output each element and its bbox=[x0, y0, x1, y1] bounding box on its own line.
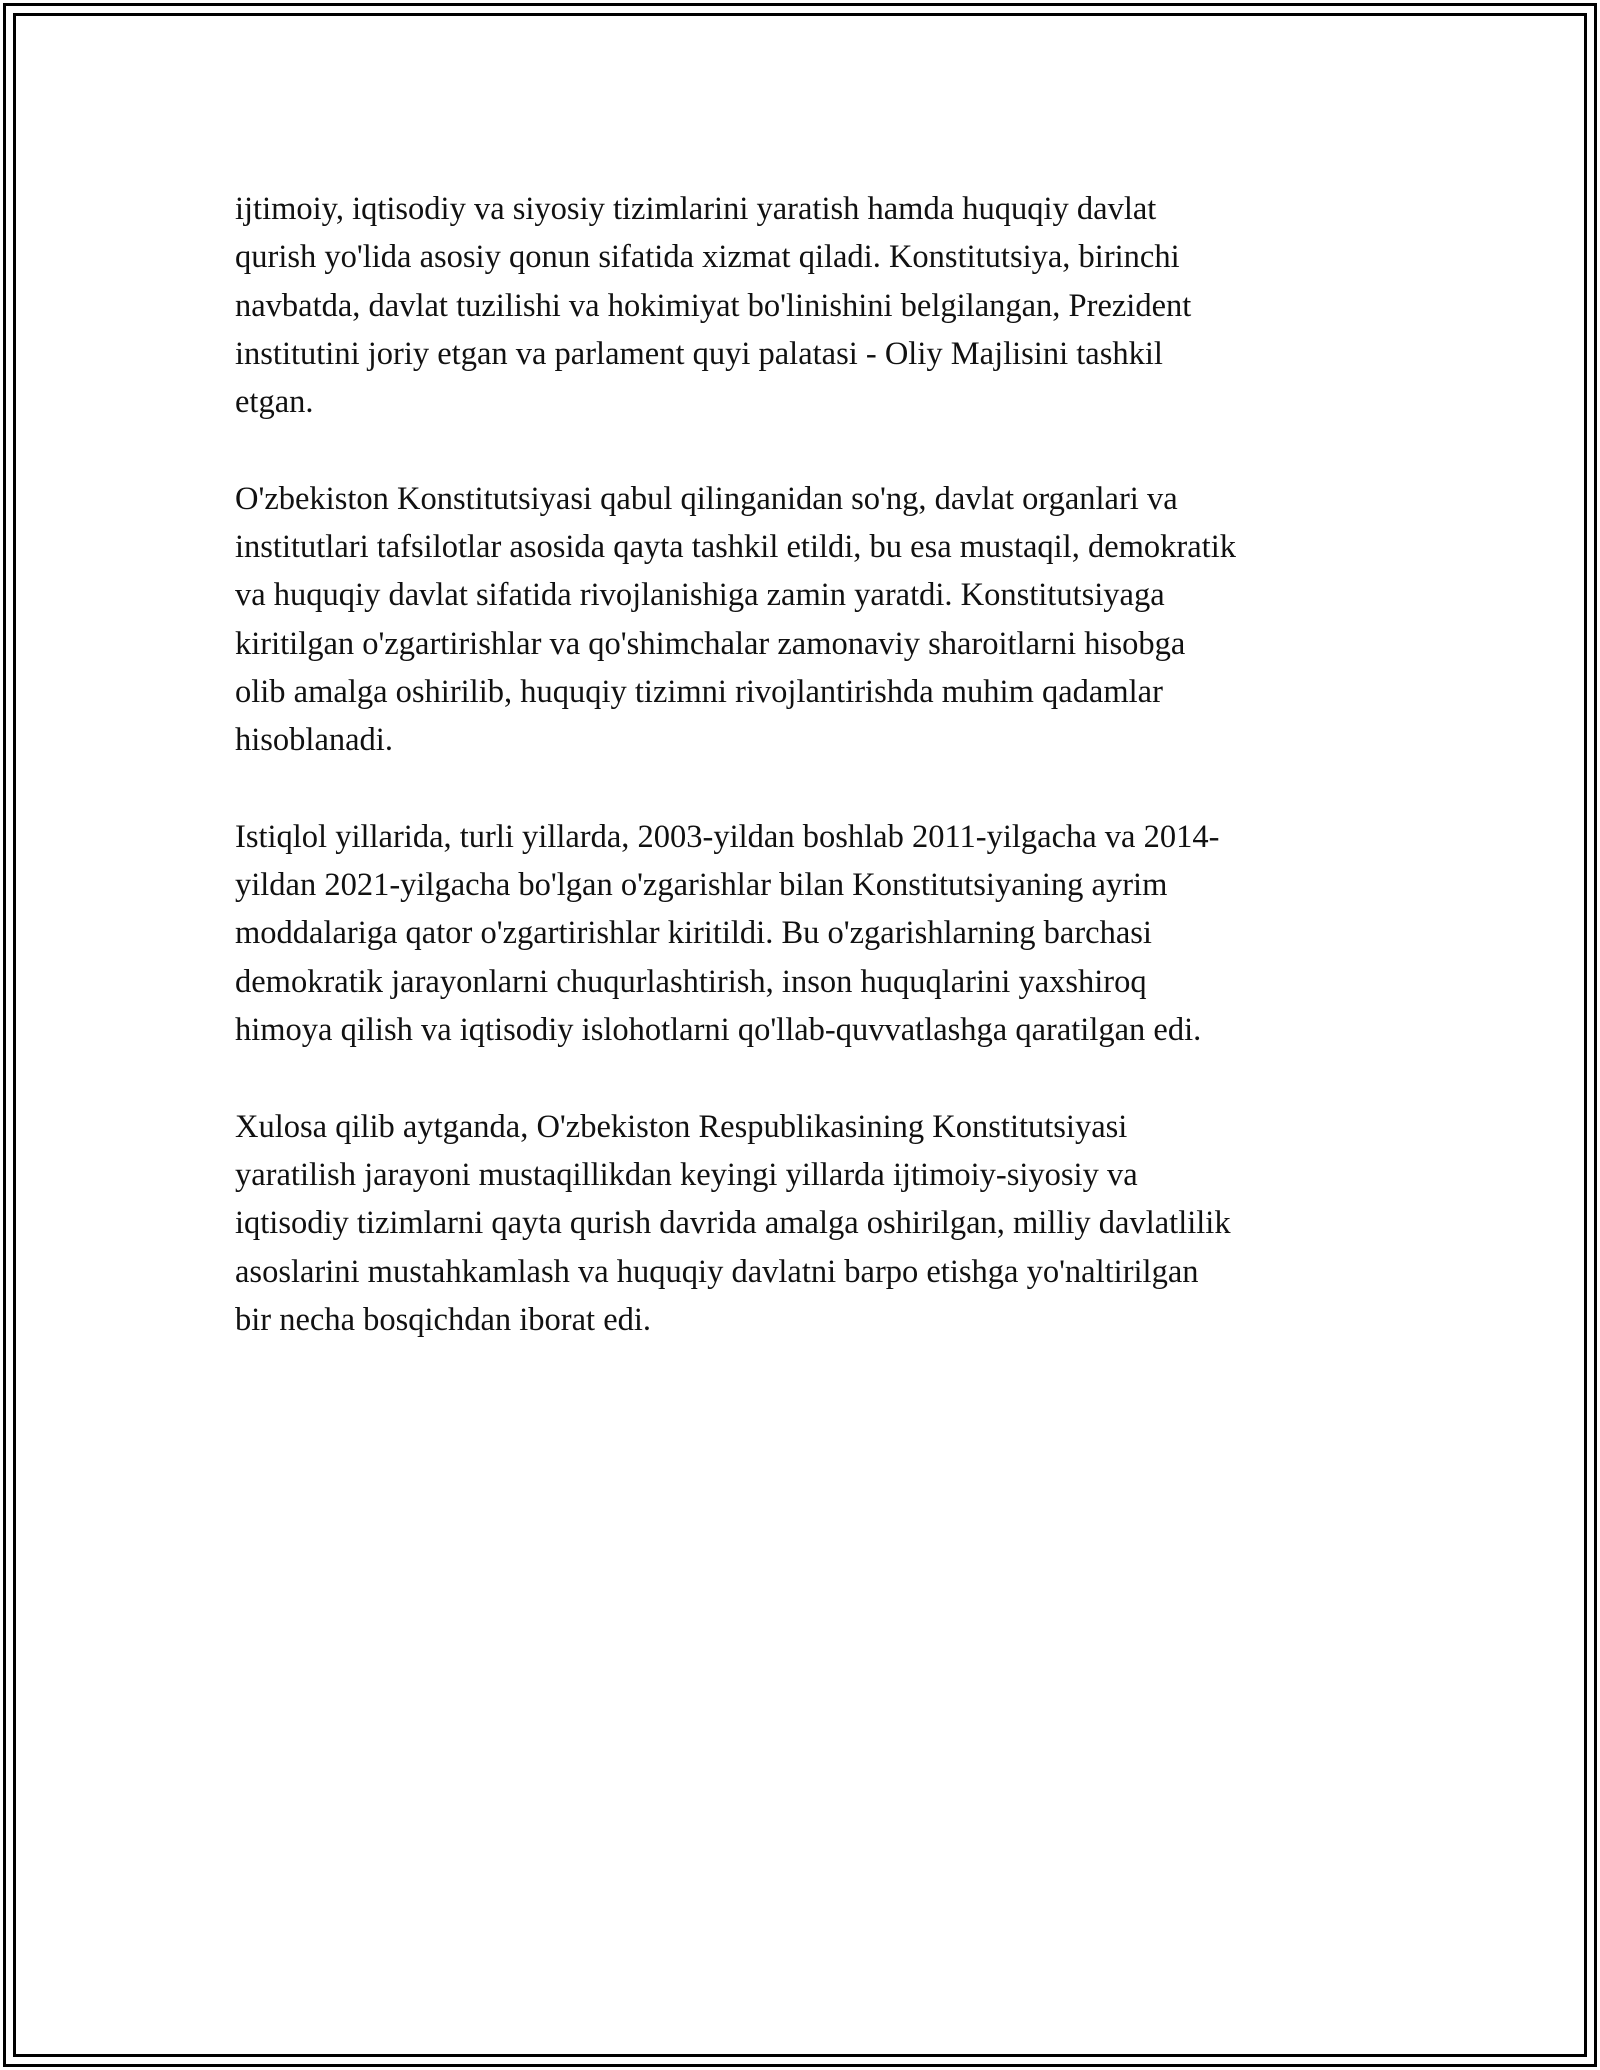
text-line: demokratik jarayonlarni chuqurlashtirish, inson huquqlarini yaxshiroq bbox=[235, 963, 1147, 1000]
text-line: moddalariga qator o'zgartirishlar kiritildi. Bu o'zgarishlarning barchasi bbox=[235, 915, 1152, 952]
text-line: institutini joriy etgan va parlament quyi palatasi - Oliy Majlisini tashkil bbox=[235, 335, 1163, 372]
paragraph-2 bbox=[235, 475, 1375, 765]
text-line: asoslarini mustahkamlash va huquqiy davlatni barpo etishga yo'naltirilgan bbox=[235, 1253, 1199, 1290]
text-line: himoya qilish va iqtisodiy islohotlarni qo'llab-quvvatlashga qaratilgan edi. bbox=[235, 1012, 1202, 1049]
text-line: iqtisodiy tizimlarni qayta qurish davrida amalga oshirilgan, milliy davlatlilik bbox=[235, 1205, 1231, 1242]
text-line: Istiqlol yillarida, turli yillarda, 2003-yildan boshlab 2011-yilgacha va 2014- bbox=[235, 818, 1220, 855]
text-line: etgan. bbox=[235, 384, 314, 421]
text-line: navbatda, davlat tuzilishi va hokimiyat bo'linishini belgilangan, Prezident bbox=[235, 287, 1192, 324]
text-line: hisoblanadi. bbox=[235, 722, 393, 759]
text-line: yildan 2021-yilgacha bo'lgan o'zgarishlar bilan Konstitutsiyaning ayrim bbox=[235, 867, 1168, 904]
paragraph-3 bbox=[235, 813, 1375, 1054]
text-line: bir necha bosqichdan iborat edi. bbox=[235, 1301, 652, 1338]
paragraph-4 bbox=[235, 1103, 1375, 1344]
paragraph-1 bbox=[235, 185, 1375, 426]
text-line: kiritilgan o'zgartirishlar va qo'shimchalar zamonaviy sharoitlarni hisobga bbox=[235, 625, 1186, 662]
text-line: O'zbekiston Konstitutsiyasi qabul qilinganidan so'ng, davlat organlari va bbox=[235, 480, 1178, 517]
text-line: institutlari tafsilotlar asosida qayta tashkil etildi, bu esa mustaqil, demokratik bbox=[235, 529, 1236, 566]
text-line: olib amalga oshirilib, huquqiy tizimni rivojlantirishda muhim qadamlar bbox=[235, 673, 1163, 710]
text-line: ijtimoiy, iqtisodiy va siyosiy tizimlarini yaratish hamda huquqiy davlat bbox=[235, 191, 1157, 227]
document-body bbox=[235, 185, 1375, 1392]
text-line: yaratilish jarayoni mustaqillikdan keyingi yillarda ijtimoiy-siyosiy va bbox=[235, 1156, 1138, 1193]
text-line: va huquqiy davlat sifatida rivojlanishiga zamin yaratdi. Konstitutsiyaga bbox=[235, 577, 1165, 614]
text-line: qurish yo'lida asosiy qonun sifatida xizmat qiladi. Konstitutsiya, birinchi bbox=[235, 239, 1180, 276]
text-line: Xulosa qilib aytganda, O'zbekiston Respublikasining Konstitutsiyasi bbox=[235, 1108, 1128, 1145]
